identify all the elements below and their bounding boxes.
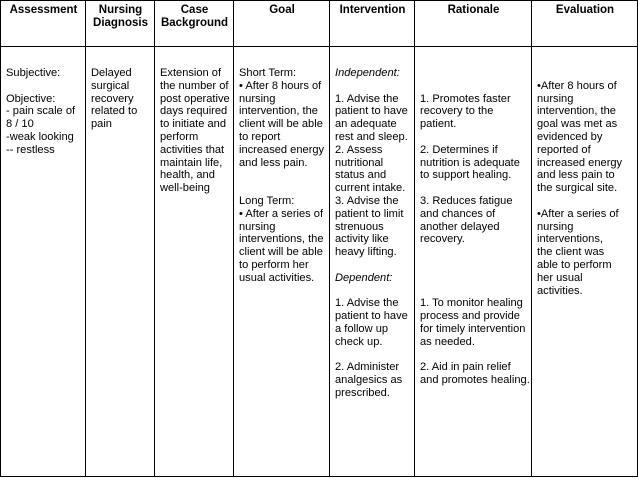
intervention-line: rest and sleep. [335,130,408,143]
evaluation-line: the client was [537,246,605,259]
intervention-line: analgesics as [335,374,403,387]
intervention-line: prescribed. [335,386,390,399]
rationale-line: 3. Reduces fatigue [420,194,513,207]
intervention-line: patient to limit [335,207,404,220]
long-term-line: interventions, the [239,233,324,246]
long-term-label: Long Term: [239,194,295,207]
evaluation-line: goal was met as [537,118,618,131]
rationale-line: to support healing. [420,169,512,182]
intervention-line: 1. Advise the [335,92,399,105]
evaluation-line: •After a series of [537,207,619,220]
long-term-line: to perform her [239,258,309,271]
evaluation-line: •After 8 hours of [537,79,617,92]
diagnosis-line: Delayed [91,67,132,79]
header-row [1,1,638,47]
header-intervention: Intervention [330,1,415,47]
rationale-line: nutrition is adequate [420,156,520,169]
evaluation-line: increased energy [537,156,623,169]
background-line: the number of [160,79,229,92]
assessment-line: -- restless [6,143,55,156]
header-case-background: Case Background [155,1,234,47]
background-line: post operative [160,92,230,105]
intervention-line: status and [335,169,387,182]
subjective-label: Subjective: [6,67,61,79]
background-line: well-being [160,182,210,195]
short-term-line: increased energy [239,143,325,156]
evaluation-line: activities. [537,284,583,297]
evaluation-line: and less pain to [537,169,615,182]
diagnosis-line: surgical [91,79,130,92]
cell-nursing-diagnosis [86,47,155,477]
rationale-line: patient. [420,118,457,131]
rationale-line: another delayed [420,220,500,233]
long-term-line: • After a series of [239,207,324,220]
long-term-line: client will be able [239,246,323,259]
long-term-line: usual activities. [239,271,315,284]
intervention-line: check up. [335,335,383,348]
cell-evaluation [532,47,638,477]
dependent-label: Dependent: [335,271,393,284]
intervention-line: 2. Assess [335,143,383,156]
background-line: Extension of [160,67,222,79]
intervention-line: nutritional [335,156,384,169]
care-plan-row [1,47,638,477]
rationale-line: recovery. [420,233,465,246]
evaluation-line: interventions, [537,233,603,246]
assessment-line: 8 / 10 [6,118,34,131]
intervention-line: heavy lifting. [335,246,397,259]
rationale-line: 1. To monitor healing [420,297,523,310]
header-assessment: Assessment [1,1,86,47]
assessment-line: -weak looking [6,130,74,143]
diagnosis-line: recovery [91,92,134,105]
independent-label: Independent: [335,67,400,79]
rationale-line: and promotes healing. [420,374,530,387]
header-rationale: Rationale [415,1,532,47]
evaluation-line: reported of [537,143,591,156]
background-line: activities that [160,143,225,156]
background-line: to initiate and [160,118,226,131]
diagnosis-line: pain [91,118,112,131]
rationale-line: recovery to the [420,105,494,118]
rationale-line: and chances of [420,207,496,220]
rationale-line: 2. Aid in pain relief [420,361,511,374]
intervention-line: an adequate [335,118,397,131]
short-term-line: to report [239,130,281,143]
rationale-line: 2. Determines if [420,143,498,156]
short-term-line: and less pain. [239,156,308,169]
evaluation-line: nursing [537,220,574,233]
intervention-line: 3. Advise the [335,194,399,207]
intervention-line: 1. Advise the [335,297,399,310]
assessment-line: - pain scale of [6,105,76,118]
rationale-line: for timely intervention [420,322,526,335]
intervention-line: 2. Administer [335,361,400,374]
background-line: health, and [160,169,215,182]
short-term-line: client will be able [239,118,323,131]
short-term-line: • After 8 hours of [239,79,322,92]
header-evaluation: Evaluation [532,1,638,47]
evaluation-line: her usual [537,271,583,284]
rationale-line: as needed. [420,335,475,348]
evaluation-line: intervention, the [537,105,616,118]
intervention-line: strenuous [335,220,384,233]
header-goal: Goal [234,1,330,47]
objective-label: Objective: [6,92,56,105]
short-term-line: intervention, the [239,105,318,118]
evaluation-line: evidenced by [537,130,603,143]
rationale-line: process and provide [420,310,520,323]
cell-assessment [1,47,86,477]
evaluation-line: nursing [537,92,574,105]
cell-intervention [330,47,415,477]
intervention-line: patient to have [335,105,408,118]
cell-case-background [155,47,234,477]
rationale-line: 1. Promotes faster [420,92,511,105]
cell-rationale [415,47,532,477]
short-term-label: Short Term: [239,67,297,79]
background-line: perform [160,130,199,143]
evaluation-line: able to perform [537,258,612,271]
diagnosis-line: related to [91,105,138,118]
background-line: days required [160,105,228,118]
short-term-line: nursing [239,92,276,105]
cell-goal [234,47,330,477]
intervention-line: activity like [335,233,389,246]
intervention-line: current intake. [335,182,406,195]
background-line: maintain life, [160,156,223,169]
long-term-line: nursing [239,220,276,233]
header-nursing-diagnosis: Nursing Diagnosis [86,1,155,47]
intervention-line: patient to have [335,310,408,323]
intervention-line: a follow up [335,322,389,335]
evaluation-line: the surgical site. [537,182,618,195]
